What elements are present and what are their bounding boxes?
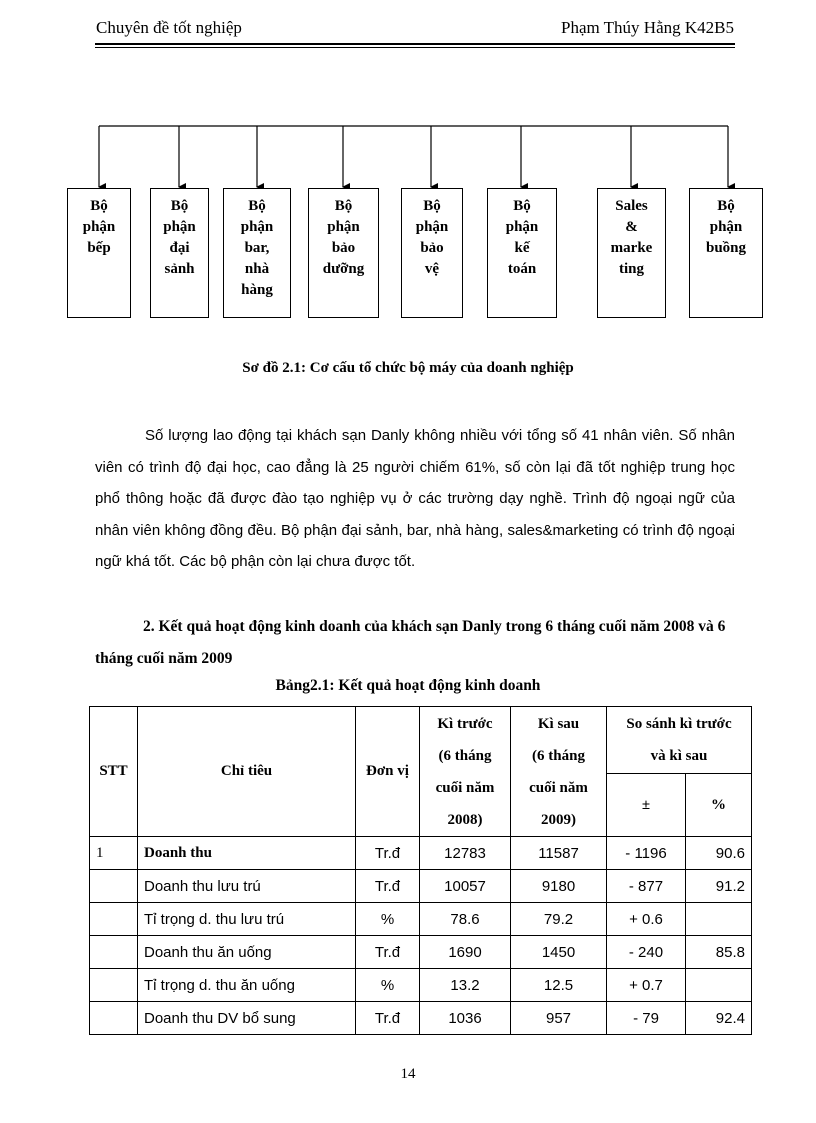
dept-line: phận <box>327 219 360 235</box>
header-line: cuối năm <box>435 779 495 796</box>
table-row <box>90 1002 752 1035</box>
header-diff: ± <box>607 774 686 837</box>
table-row <box>90 837 752 870</box>
cell-next: 1450 <box>511 936 607 969</box>
cell-prev: 1690 <box>420 936 511 969</box>
header-line: cuối năm <box>529 779 588 796</box>
cell-next: 11587 <box>511 837 607 870</box>
dept-line: hàng <box>241 282 273 298</box>
body-paragraph <box>95 420 735 578</box>
header-line: (6 tháng <box>438 747 492 764</box>
header-stt: STT <box>90 707 138 837</box>
cell-unit: % <box>356 903 420 936</box>
dept-box-bar-restaurant <box>223 188 291 318</box>
section-heading <box>95 611 735 674</box>
cell-diff: - 1196 <box>607 837 686 870</box>
dept-line: ting <box>618 261 644 277</box>
dept-line: Sales <box>615 198 648 214</box>
business-results-table <box>89 706 752 1035</box>
header-line: Kì trước <box>437 715 493 732</box>
cell-stt: 1 <box>90 837 138 870</box>
header-line: So sánh kì trước <box>626 716 732 732</box>
table-caption: Bảng2.1: Kết quả hoạt động kinh doanh <box>275 677 541 694</box>
dept-box-sales-marketing <box>597 188 666 318</box>
table-row <box>90 936 752 969</box>
header-left-title: Chuyên đề tốt nghiệp <box>96 18 242 37</box>
section-heading-text: 2. Kết quả hoạt động kinh doanh của khách sạn Danly trong 6 tháng cuối năm 2008 và 6 tháng cuối năm 2009 <box>95 618 726 667</box>
dept-line: bếp <box>87 240 111 256</box>
cell-stt <box>90 969 138 1002</box>
dept-line: vệ <box>424 261 440 277</box>
table-row <box>90 969 752 1002</box>
dept-box-accounting <box>487 188 557 318</box>
cell-pct: 92.4 <box>686 1002 752 1035</box>
dept-line: Bộ <box>334 198 353 214</box>
cell-diff: + 0.6 <box>607 903 686 936</box>
table-row <box>90 870 752 903</box>
cell-stt <box>90 903 138 936</box>
cell-prev: 78.6 <box>420 903 511 936</box>
header-line: (6 tháng <box>532 747 585 764</box>
cell-pct: 85.8 <box>686 936 752 969</box>
dept-line: phận <box>82 219 116 235</box>
cell-indicator: Tỉ trọng d. thu lưu trú <box>138 903 356 936</box>
header-pct: % <box>686 774 752 837</box>
dept-line: phận <box>415 219 449 235</box>
cell-diff: - 240 <box>607 936 686 969</box>
dept-line: phận <box>505 219 539 235</box>
cell-stt <box>90 1002 138 1035</box>
header-line: 2009) <box>541 811 576 828</box>
cell-indicator: Doanh thu DV bổ sung <box>138 1002 356 1035</box>
dept-line: bar, <box>244 240 270 256</box>
cell-diff: - 877 <box>607 870 686 903</box>
dept-box-lobby <box>150 188 209 318</box>
dept-line: phận <box>240 219 274 235</box>
cell-unit: Tr.đ <box>356 1002 420 1035</box>
dept-line: Bộ <box>170 198 189 214</box>
dept-box-maintenance <box>308 188 379 318</box>
dept-line: Bộ <box>248 198 266 214</box>
cell-next: 12.5 <box>511 969 607 1002</box>
cell-prev: 12783 <box>420 837 511 870</box>
dept-line: toán <box>507 261 537 277</box>
cell-pct <box>686 903 752 936</box>
cell-diff: - 79 <box>607 1002 686 1035</box>
dept-line: Bộ <box>717 198 735 214</box>
org-chart-caption: Sơ đồ 2.1: Cơ cấu tổ chức bộ máy của doanh nghiệp <box>242 360 574 376</box>
cell-indicator: Doanh thu ăn uống <box>138 936 356 969</box>
dept-line: phận <box>163 219 196 235</box>
dept-line: Bộ <box>513 198 531 214</box>
cell-pct <box>686 969 752 1002</box>
dept-line: marke <box>610 240 653 256</box>
cell-unit: % <box>356 969 420 1002</box>
header-prev-period <box>420 707 511 837</box>
dept-line: dưỡng <box>322 261 365 277</box>
dept-box-housekeeping <box>689 188 763 318</box>
cell-next: 957 <box>511 1002 607 1035</box>
dept-line: buồng <box>705 240 747 256</box>
dept-line: đại <box>169 240 190 256</box>
cell-next: 79.2 <box>511 903 607 936</box>
dept-line: kế <box>514 240 530 256</box>
dept-box-kitchen <box>67 188 131 318</box>
table-row <box>90 903 752 936</box>
cell-prev: 13.2 <box>420 969 511 1002</box>
dept-line: Bộ <box>90 198 108 214</box>
cell-stt <box>90 870 138 903</box>
cell-unit: Tr.đ <box>356 936 420 969</box>
cell-prev: 10057 <box>420 870 511 903</box>
header-line: Kì sau <box>537 715 580 732</box>
cell-pct: 91.2 <box>686 870 752 903</box>
header-unit: Đơn vị <box>356 707 420 837</box>
dept-line: sảnh <box>164 261 195 277</box>
header-next-period <box>511 707 607 837</box>
cell-prev: 1036 <box>420 1002 511 1035</box>
dept-line: Bộ <box>423 198 441 214</box>
dept-box-security <box>401 188 463 318</box>
cell-unit: Tr.đ <box>356 870 420 903</box>
dept-line: bảo <box>331 240 356 256</box>
paragraph-text: Số lượng lao động tại khách sạn Danly không nhiều với tổng số 41 nhân viên. Số nhân viên có trình độ đại học, cao đẳng là 25 người chiếm 61%, số còn lại đã tốt nghiệp trung học phổ thông hoặc đã được đào tạo nghiệp vụ ở các trường dạy nghề. Trình độ ngoại ngữ của nhân viên không đồng đều. Bộ phận đại sảnh, bar, nhà hàng, sales&marketing có trình độ ngoại ngữ khá tốt. Các bộ phận còn lại chưa được tốt. <box>95 427 735 570</box>
cell-diff: + 0.7 <box>607 969 686 1002</box>
dept-line: nhà <box>244 261 270 277</box>
cell-next: 9180 <box>511 870 607 903</box>
cell-unit: Tr.đ <box>356 837 420 870</box>
header-author: Phạm Thúy Hằng K42B5 <box>561 18 734 37</box>
header-indicator: Chỉ tiêu <box>138 707 356 837</box>
table-header-row <box>90 707 752 774</box>
cell-indicator: Tỉ trọng d. thu ăn uống <box>138 969 356 1002</box>
dept-line: bảo <box>420 240 444 256</box>
header-compare <box>607 707 752 774</box>
cell-indicator: Doanh thu lưu trú <box>138 870 356 903</box>
cell-stt <box>90 936 138 969</box>
dept-line: & <box>625 219 638 235</box>
header-line: 2008) <box>447 811 483 828</box>
dept-line: phận <box>709 219 743 235</box>
header-line: và kì sau <box>650 748 708 764</box>
cell-indicator: Doanh thu <box>138 837 356 870</box>
page-number: 14 <box>400 1066 416 1082</box>
cell-pct: 90.6 <box>686 837 752 870</box>
